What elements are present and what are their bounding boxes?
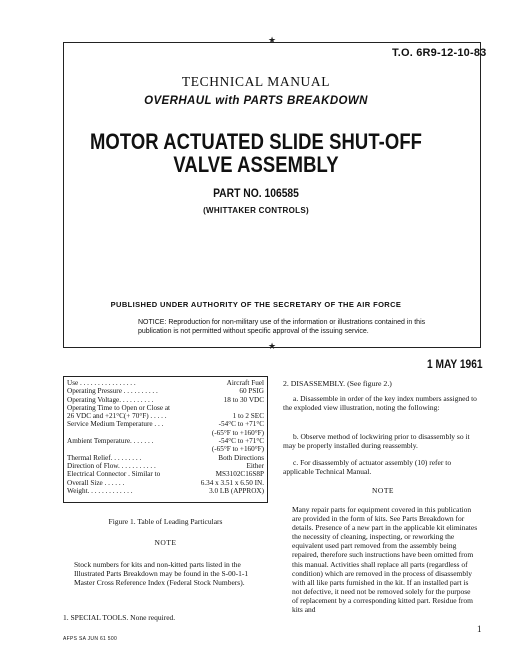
document-title [46, 130, 466, 176]
technical-order-number: T.O. 6R9-12-10-83 [392, 47, 487, 59]
figure-caption: Figure 1. Table of Leading Particulars [108, 517, 223, 526]
particular-value: Either [246, 461, 264, 470]
table-row [67, 462, 264, 470]
manufacturer: (WHITTAKER CONTROLS) [203, 206, 309, 215]
particular-label: Operating Pressure . . . . . . . . . . [67, 387, 158, 396]
table-row [67, 445, 264, 453]
particular-label: Use . . . . . . . . . . . . . . . . [67, 379, 136, 387]
paragraph: c. For disassembly of actuator assembly (10) refer to applicable Technical Manual. [283, 458, 452, 477]
particular-value: 60 PSIG [239, 387, 264, 396]
particular-value: 18 to 30 VDC [223, 395, 264, 404]
authority-statement: PUBLISHED UNDER AUTHORITY OF THE SECRETARY OF THE AIR FORCE [110, 300, 402, 309]
issue-date: 1 MAY 1961 [427, 357, 483, 371]
particular-value: -54°C to +71°C [218, 420, 264, 429]
particular-label: 26 VDC and +21°C(+ 70°F) . . . . . [67, 412, 167, 421]
particular-label: Ambient Temperature. . . . . . . [67, 437, 154, 446]
special-tools-section: 1. SPECIAL TOOLS. None required. [63, 613, 176, 622]
table-row [67, 412, 264, 420]
table-row [67, 429, 264, 437]
particular-value: 1 to 2 SEC [232, 412, 264, 421]
table-row [67, 454, 264, 462]
document-title-line: MOTOR ACTUATED SLIDE SHUT-OFF [89, 129, 423, 154]
document-title-line: VALVE ASSEMBLY [173, 152, 339, 177]
part-number: PART NO. 106585 [213, 186, 299, 200]
particular-label: Operating Time to Open or Close at [67, 403, 171, 412]
note-heading: NOTE [154, 538, 177, 547]
table-row [67, 437, 264, 445]
particular-label: Service Medium Temperature . . . [67, 420, 164, 429]
particular-label: Electrical Connector . Similar to [67, 470, 161, 479]
table-row [67, 487, 264, 495]
reproduction-notice: NOTICE: Reproduction for non-military use of the information or illustrations contained in this publication is not permitted without specific approval of the issuing service. [138, 319, 426, 335]
section-heading: 2. DISASSEMBLY. (See figure 2.) [283, 379, 392, 388]
note-heading: NOTE [372, 486, 394, 495]
note-text: Many repair parts for equipment covered in this publication are provided in the form of kits. See Parts Breakdown for details. Presence of a new part in the applicable kit eliminates the necessity of cleaning, inspecting, or reworking the equivalent used part removed from the assembly being repaired, therefore such instructions have been omitted from this manual. Activities shall replace all parts (regardless of condition) which are removed in the process of disassembly with all like parts furnished in the kit. If an installed part is not defective, it need not be removed solely for the purpose of replacement by a corresponding kitted part. Residue from kits and [292, 505, 478, 615]
manual-subtitle: OVERHAUL with PARTS BREAKDOWN [144, 95, 368, 107]
note-text: Stock numbers for kits and non-kitted parts listed in the Illustrated Parts Breakdown may be found in the S-00-1-1 Master Cross Reference Index (Federal Stock Numbers). [74, 560, 249, 588]
particular-value: -54°C to +71°C [218, 437, 264, 446]
star-icon: ★ [268, 36, 277, 46]
particular-label: Direction of Flow. . . . . . . . . . . [67, 461, 156, 470]
table-row [67, 479, 264, 487]
table-row [67, 387, 264, 395]
leading-particulars-table [63, 376, 268, 503]
particular-label: Overall Size . . . . . . [67, 478, 125, 487]
particular-value: Aircraft Fuel [226, 379, 264, 387]
particular-value: (-65°F to +160°F) [211, 428, 264, 437]
paragraph: b. Observe method of lockwiring prior to disassembly so it may be properly installed during reassembly. [283, 432, 470, 451]
particular-value: Both Directions [218, 453, 264, 462]
paragraph: a. Disassemble in order of the key index numbers assigned to the exploded view illustration, noting the following: [283, 394, 477, 413]
star-icon: ★ [268, 342, 277, 352]
particular-value: 6.34 x 3.51 x 6.50 IN. [200, 478, 264, 487]
particular-label: Weight. . . . . . . . . . . . . [67, 486, 133, 495]
print-code: AFPS SA JUN 61 500 [63, 636, 118, 642]
table-row [67, 396, 264, 404]
table-row [67, 404, 264, 412]
table-row [67, 420, 264, 428]
particular-value: (-65°F to +160°F) [211, 445, 264, 454]
particular-value: 3.0 LB (APPROX) [209, 486, 264, 495]
table-row [67, 470, 264, 478]
table-row [67, 379, 264, 387]
particular-label: Thermal Relief. . . . . . . . . [67, 453, 142, 462]
manual-title: TECHNICAL MANUAL [181, 74, 331, 89]
particular-label: Operating Voltage. . . . . . . . . . [67, 395, 154, 404]
particular-value: MS3102C16S8P [215, 470, 264, 479]
page-number: 1 [477, 624, 482, 634]
